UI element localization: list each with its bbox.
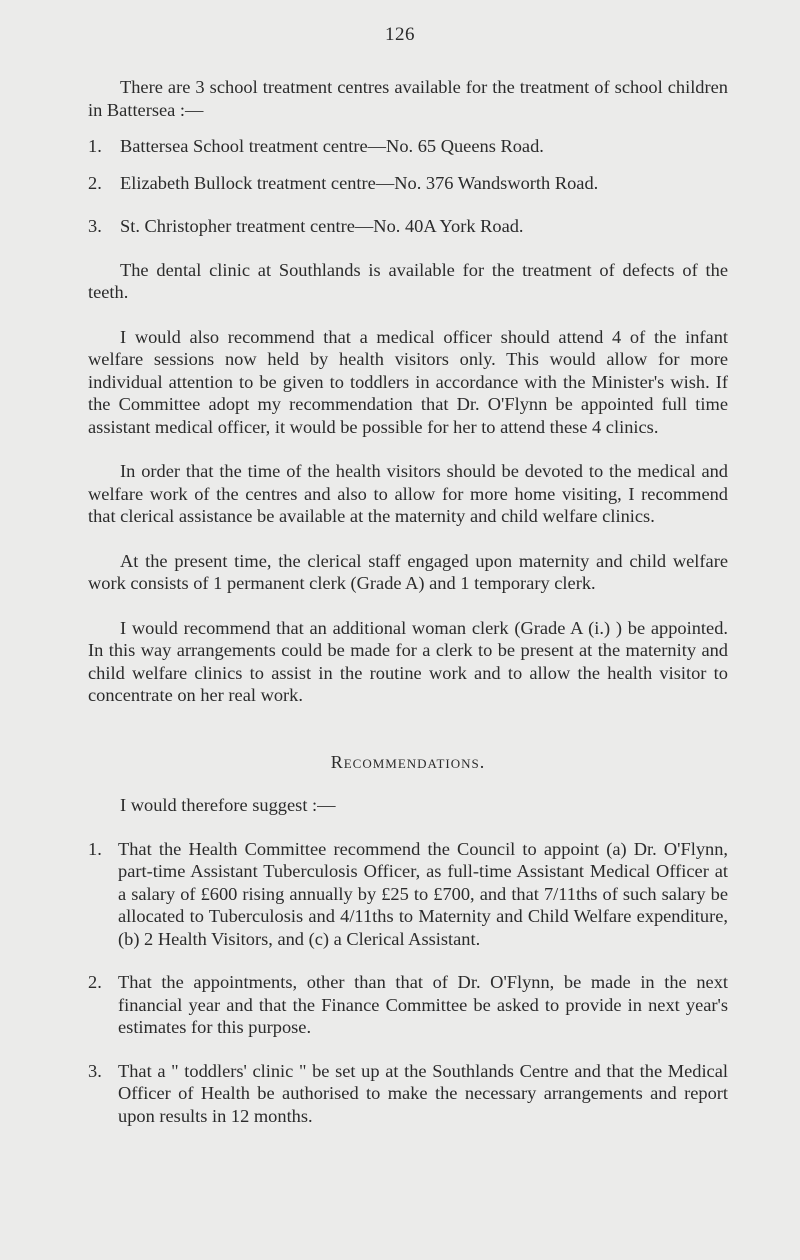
list-text: Elizabeth Bullock treatment centre—No. 376 Wandsworth Road. bbox=[120, 172, 599, 193]
treatment-centres-list bbox=[88, 135, 728, 238]
list-item bbox=[88, 1060, 728, 1128]
list-number: 3. bbox=[88, 1060, 102, 1081]
body-paragraph: I would also recommend that a medical officer should attend 4 of the infant welfare sessions now held by health visitors only. This would allow for more individual attention to be given to toddlers in accordance with the Minister's wish. If the Committee adopt my recommendation that Dr. O'Flynn be appointed full time assistant medical officer, it would be possible for her to attend these 4 clinics. bbox=[88, 326, 728, 437]
list-text: That a " toddlers' clinic " be set up at the Southlands Centre and that the Medical Officer of Health be authorised to make the necessary arrangements and report upon results in 12 months. bbox=[118, 1060, 728, 1126]
list-text: That the appointments, other than that of Dr. O'Flynn, be made in the next financial year and that the Finance Committee be asked to provide in next year's estimates for this purpose. bbox=[118, 972, 728, 1037]
body-paragraph: The dental clinic at Southlands is available for the treatment of defects of the teeth. bbox=[88, 259, 728, 302]
list-text: That the Health Committee recommend the Council to appoint (a) Dr. O'Flynn, part-time Assistant Tuberculosis Officer, as full-time Assistant Medical Officer at a salary of £600 rising annually by £25 to £700, and that 7/11ths of such salary be allocated to Tuberculosis and 4/11ths to Maternity and Child Welfare expenditure, (b) 2 Health Visitors, and (c) a Clerical Assistant. bbox=[118, 838, 728, 949]
recommendations-heading: Recommendations. bbox=[330, 751, 486, 772]
list-number: 1. bbox=[88, 838, 102, 859]
list-text: St. Christopher treatment centre—No. 40A York Road. bbox=[120, 216, 524, 236]
document-body bbox=[88, 76, 728, 1127]
list-item bbox=[88, 135, 728, 158]
list-text: Battersea School treatment centre—No. 65 Queens Road. bbox=[120, 136, 544, 156]
body-paragraph: I would recommend that an additional woman clerk (Grade A (i.) ) be appointed. In this way arrangements could be made for a clerk to be present at the maternity and child welfare clinics to assist in the routine work and to allow the health visitor to concentrate on her real work. bbox=[88, 617, 728, 705]
list-item bbox=[88, 172, 728, 195]
list-number: 3. bbox=[88, 216, 102, 236]
list-number: 1. bbox=[88, 136, 102, 156]
list-item bbox=[88, 215, 728, 238]
list-item bbox=[88, 838, 728, 951]
suggest-intro: I would therefore suggest :— bbox=[120, 795, 336, 815]
intro-paragraph: There are 3 school treatment centres available for the treatment of school children in Battersea :— bbox=[88, 77, 728, 120]
list-number: 2. bbox=[88, 972, 102, 992]
list-number: 2. bbox=[88, 172, 102, 193]
recommendations-list bbox=[88, 838, 728, 1128]
body-paragraph: In order that the time of the health visitors should be devoted to the medical and welfare work of the centres and also to allow for more home visiting, I recommend that clerical assistance be available at the maternity and child welfare clinics. bbox=[88, 461, 728, 526]
body-paragraph: At the present time, the clerical staff engaged upon maternity and child welfare work consists of 1 permanent clerk (Grade A) and 1 temporary clerk. bbox=[88, 550, 728, 593]
list-item bbox=[88, 971, 728, 1039]
page-number: 126 bbox=[385, 24, 415, 45]
